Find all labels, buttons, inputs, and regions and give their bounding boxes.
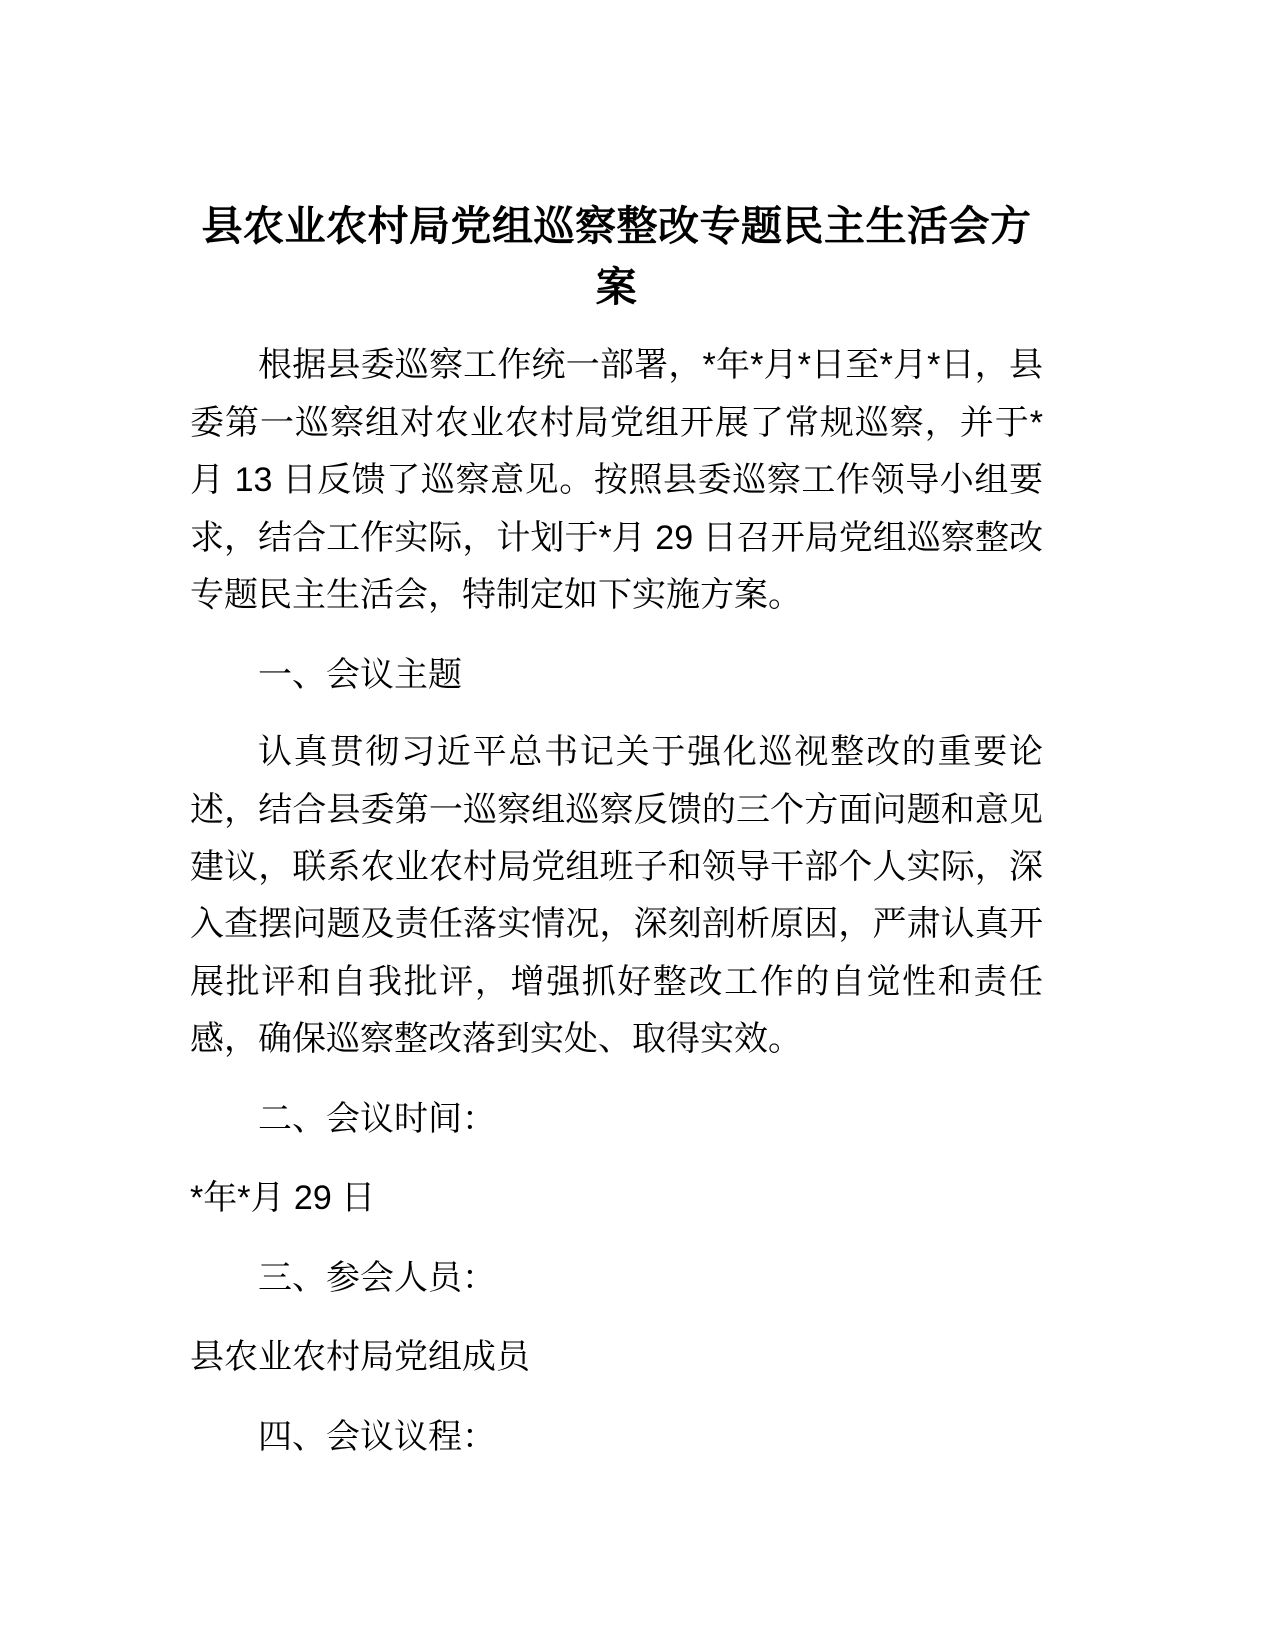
section-two-content: *年*月 29 日: [190, 1179, 376, 1218]
intro-paragraph: 根据县委巡察工作统一部署，*年*月*日至*月*日，县委第一巡察组对农业农村局党组开展了常规巡察，并于*月 13 日反馈了巡察意见。按照县委巡察工作领导小组要求，结合工作实际，计划于*月 29 日召开局党组巡察整改专题民主生活会，特制定如下实施方案。: [190, 346, 1043, 615]
section-heading-four: 四、会议议程：: [258, 1417, 496, 1456]
section-heading-three: 三、参会人员：: [258, 1258, 496, 1297]
section-heading-one: 一、会议主题: [258, 655, 462, 694]
section-three-content: 县农业农村局党组成员: [190, 1338, 530, 1377]
section-heading-two: 二、会议时间：: [258, 1099, 496, 1138]
document-content: [190, 196, 1043, 1466]
document-title: 县农业农村局党组巡察整改专题民主生活会方案: [201, 203, 1032, 310]
section-one-paragraph: 认真贯彻习近平总书记关于强化巡视整改的重要论述，结合县委第一巡察组巡察反馈的三个方面问题和意见建议，联系农业农村局党组班子和领导干部个人实际，深入查摆问题及责任落实情况，深刻剖析原因，严肃认真开展批评和自我批评，增强抓好整改工作的自觉性和责任感，确保巡察整改落到实处、取得实效。: [190, 733, 1043, 1059]
